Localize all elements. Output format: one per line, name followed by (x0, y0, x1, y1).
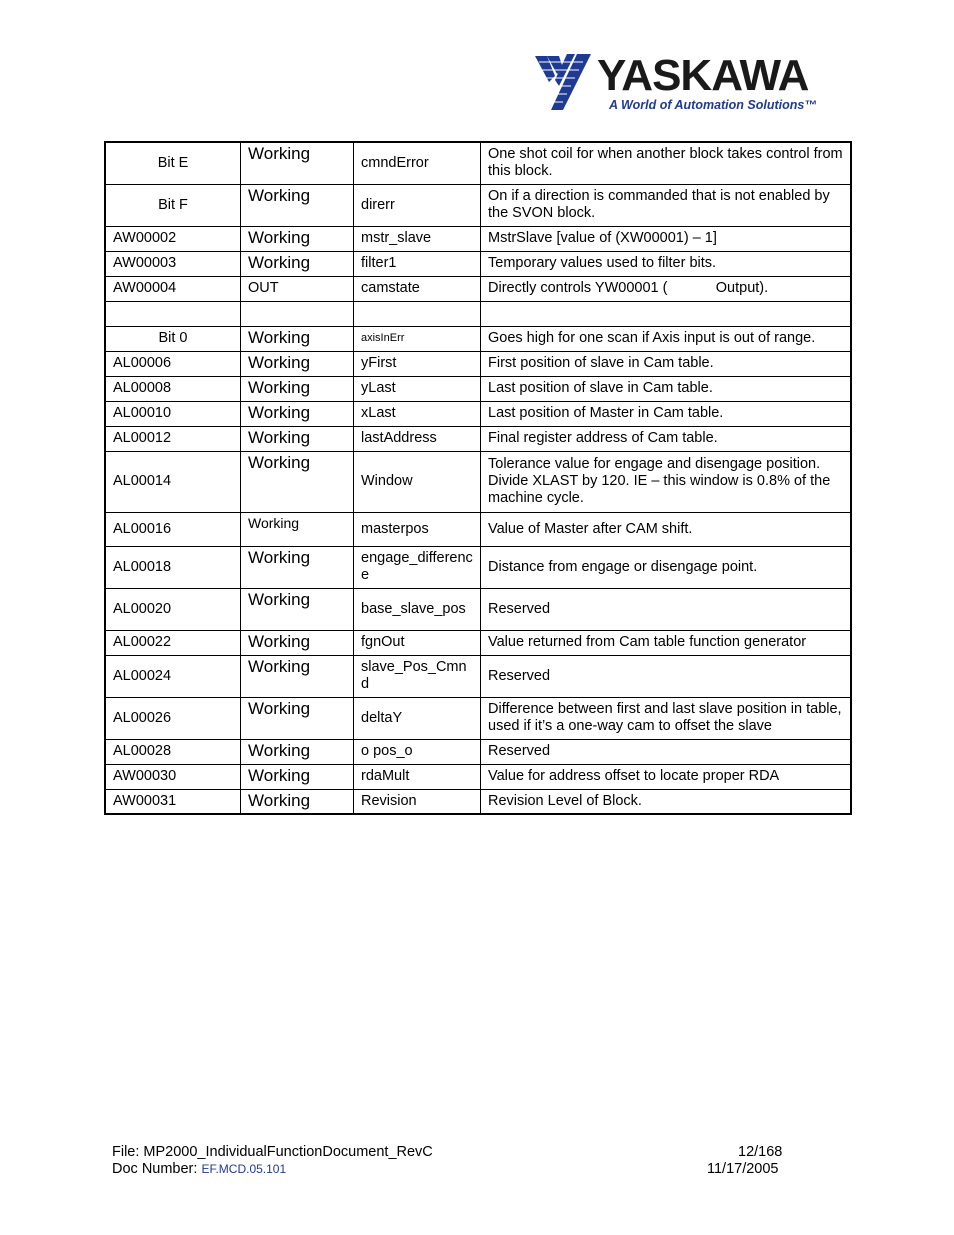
name-cell: Revision (354, 789, 481, 814)
type-cell: Working (241, 630, 354, 655)
description-cell: Goes high for one scan if Axis input is out of range. (481, 326, 852, 351)
table-row (105, 226, 851, 251)
table-row (105, 697, 851, 739)
address-cell: Bit F (105, 184, 241, 226)
type-cell: Working (241, 789, 354, 814)
name-cell: axisInErr (354, 326, 481, 351)
address-cell: AL00018 (105, 546, 241, 588)
type-cell: Working (241, 764, 354, 789)
description-cell: Reserved (481, 739, 852, 764)
address-cell: AW00004 (105, 276, 241, 301)
name-cell: masterpos (354, 512, 481, 546)
address-cell: AL00026 (105, 697, 241, 739)
name-cell: xLast (354, 401, 481, 426)
description-cell: Tolerance value for engage and disengage position. Divide XLAST by 120. IE – this window is 0.8% of the machine cycle. (481, 451, 852, 512)
name-cell: fgnOut (354, 630, 481, 655)
type-cell: Working (241, 351, 354, 376)
type-cell: Working (241, 142, 354, 184)
address-cell: AL00014 (105, 451, 241, 512)
address-cell: AL00020 (105, 588, 241, 630)
address-cell: AL00016 (105, 512, 241, 546)
description-cell: Directly controls YW00001 ( Output). (481, 276, 852, 301)
address-cell (105, 301, 241, 326)
name-cell: yFirst (354, 351, 481, 376)
table-row (105, 546, 851, 588)
name-cell: yLast (354, 376, 481, 401)
type-cell: Working (241, 546, 354, 588)
name-cell: engage_difference (354, 546, 481, 588)
table-row (105, 789, 851, 814)
description-cell: On if a direction is commanded that is not enabled by the SVON block. (481, 184, 852, 226)
doc-number-value: EF.MCD.05.101 (201, 1162, 287, 1176)
table-row (105, 426, 851, 451)
type-cell (241, 301, 354, 326)
type-cell: Working (241, 451, 354, 512)
description-cell: Final register address of Cam table. (481, 426, 852, 451)
table-row (105, 655, 851, 697)
name-cell: o pos_o (354, 739, 481, 764)
doc-number-label: Doc Number: (112, 1161, 202, 1177)
address-cell: AL00028 (105, 739, 241, 764)
description-cell: Value returned from Cam table function generator (481, 630, 852, 655)
address-cell: AL00008 (105, 376, 241, 401)
table-row-empty (105, 301, 851, 326)
description-cell: Difference between first and last slave position in table, used if it’s a one-way cam to offset the slave (481, 697, 852, 739)
description-cell (481, 301, 852, 326)
name-cell: camstate (354, 276, 481, 301)
address-cell: AL00010 (105, 401, 241, 426)
table-row (105, 451, 851, 512)
name-cell: base_slave_pos (354, 588, 481, 630)
address-cell: AW00002 (105, 226, 241, 251)
address-cell: AL00012 (105, 426, 241, 451)
type-cell: Working (241, 739, 354, 764)
type-cell: Working (241, 512, 354, 546)
logo-wordmark: YASKAWA (597, 51, 809, 100)
type-cell: Working (241, 426, 354, 451)
description-cell: Reserved (481, 588, 852, 630)
address-cell: AW00003 (105, 251, 241, 276)
name-cell: lastAddress (354, 426, 481, 451)
name-cell: direrr (354, 184, 481, 226)
type-cell: Working (241, 326, 354, 351)
footer-doc-number (112, 1161, 286, 1178)
name-cell (354, 301, 481, 326)
table-row (105, 184, 851, 226)
name-cell: rdaMult (354, 764, 481, 789)
description-cell: Last position of slave in Cam table. (481, 376, 852, 401)
address-cell: AW00030 (105, 764, 241, 789)
type-cell: Working (241, 376, 354, 401)
description-cell: Reserved (481, 655, 852, 697)
table-row (105, 630, 851, 655)
description-cell: Revision Level of Block. (481, 789, 852, 814)
address-cell: AW00031 (105, 789, 241, 814)
type-cell: Working (241, 588, 354, 630)
document-date: 11/17/2005 (707, 1161, 779, 1177)
description-cell: Value for address offset to locate proper RDA (481, 764, 852, 789)
table-row (105, 764, 851, 789)
name-cell: Window (354, 451, 481, 512)
yaskawa-logo (533, 52, 823, 118)
name-cell: deltaY (354, 697, 481, 739)
name-cell: slave_Pos_Cmnd (354, 655, 481, 697)
type-cell: OUT (241, 276, 354, 301)
description-cell: Temporary values used to filter bits. (481, 251, 852, 276)
type-cell: Working (241, 697, 354, 739)
name-cell: mstr_slave (354, 226, 481, 251)
table-row (105, 739, 851, 764)
address-cell: Bit E (105, 142, 241, 184)
table-row (105, 351, 851, 376)
description-cell: Last position of Master in Cam table. (481, 401, 852, 426)
type-cell: Working (241, 184, 354, 226)
table-row (105, 142, 851, 184)
name-cell: filter1 (354, 251, 481, 276)
description-cell: MstrSlave [value of (XW00001) – 1] (481, 226, 852, 251)
table-row (105, 251, 851, 276)
table-row (105, 376, 851, 401)
address-cell: Bit 0 (105, 326, 241, 351)
table-row (105, 401, 851, 426)
page-number: 12/168 (738, 1144, 783, 1160)
table-row (105, 588, 851, 630)
yaskawa-emblem-icon (533, 52, 597, 114)
name-cell: cmndError (354, 142, 481, 184)
register-table (104, 141, 852, 815)
address-cell: AL00006 (105, 351, 241, 376)
description-cell: First position of slave in Cam table. (481, 351, 852, 376)
type-cell: Working (241, 401, 354, 426)
type-cell: Working (241, 226, 354, 251)
address-cell: AL00024 (105, 655, 241, 697)
table-row (105, 512, 851, 546)
footer-file: File: MP2000_IndividualFunctionDocument_RevC (112, 1144, 433, 1160)
logo-tagline: A World of Automation Solutions™ (609, 98, 817, 112)
description-cell: One shot coil for when another block takes control from this block. (481, 142, 852, 184)
type-cell: Working (241, 655, 354, 697)
description-cell: Value of Master after CAM shift. (481, 512, 852, 546)
type-cell: Working (241, 251, 354, 276)
description-cell: Distance from engage or disengage point. (481, 546, 852, 588)
table-row (105, 326, 851, 351)
table-row (105, 276, 851, 301)
address-cell: AL00022 (105, 630, 241, 655)
